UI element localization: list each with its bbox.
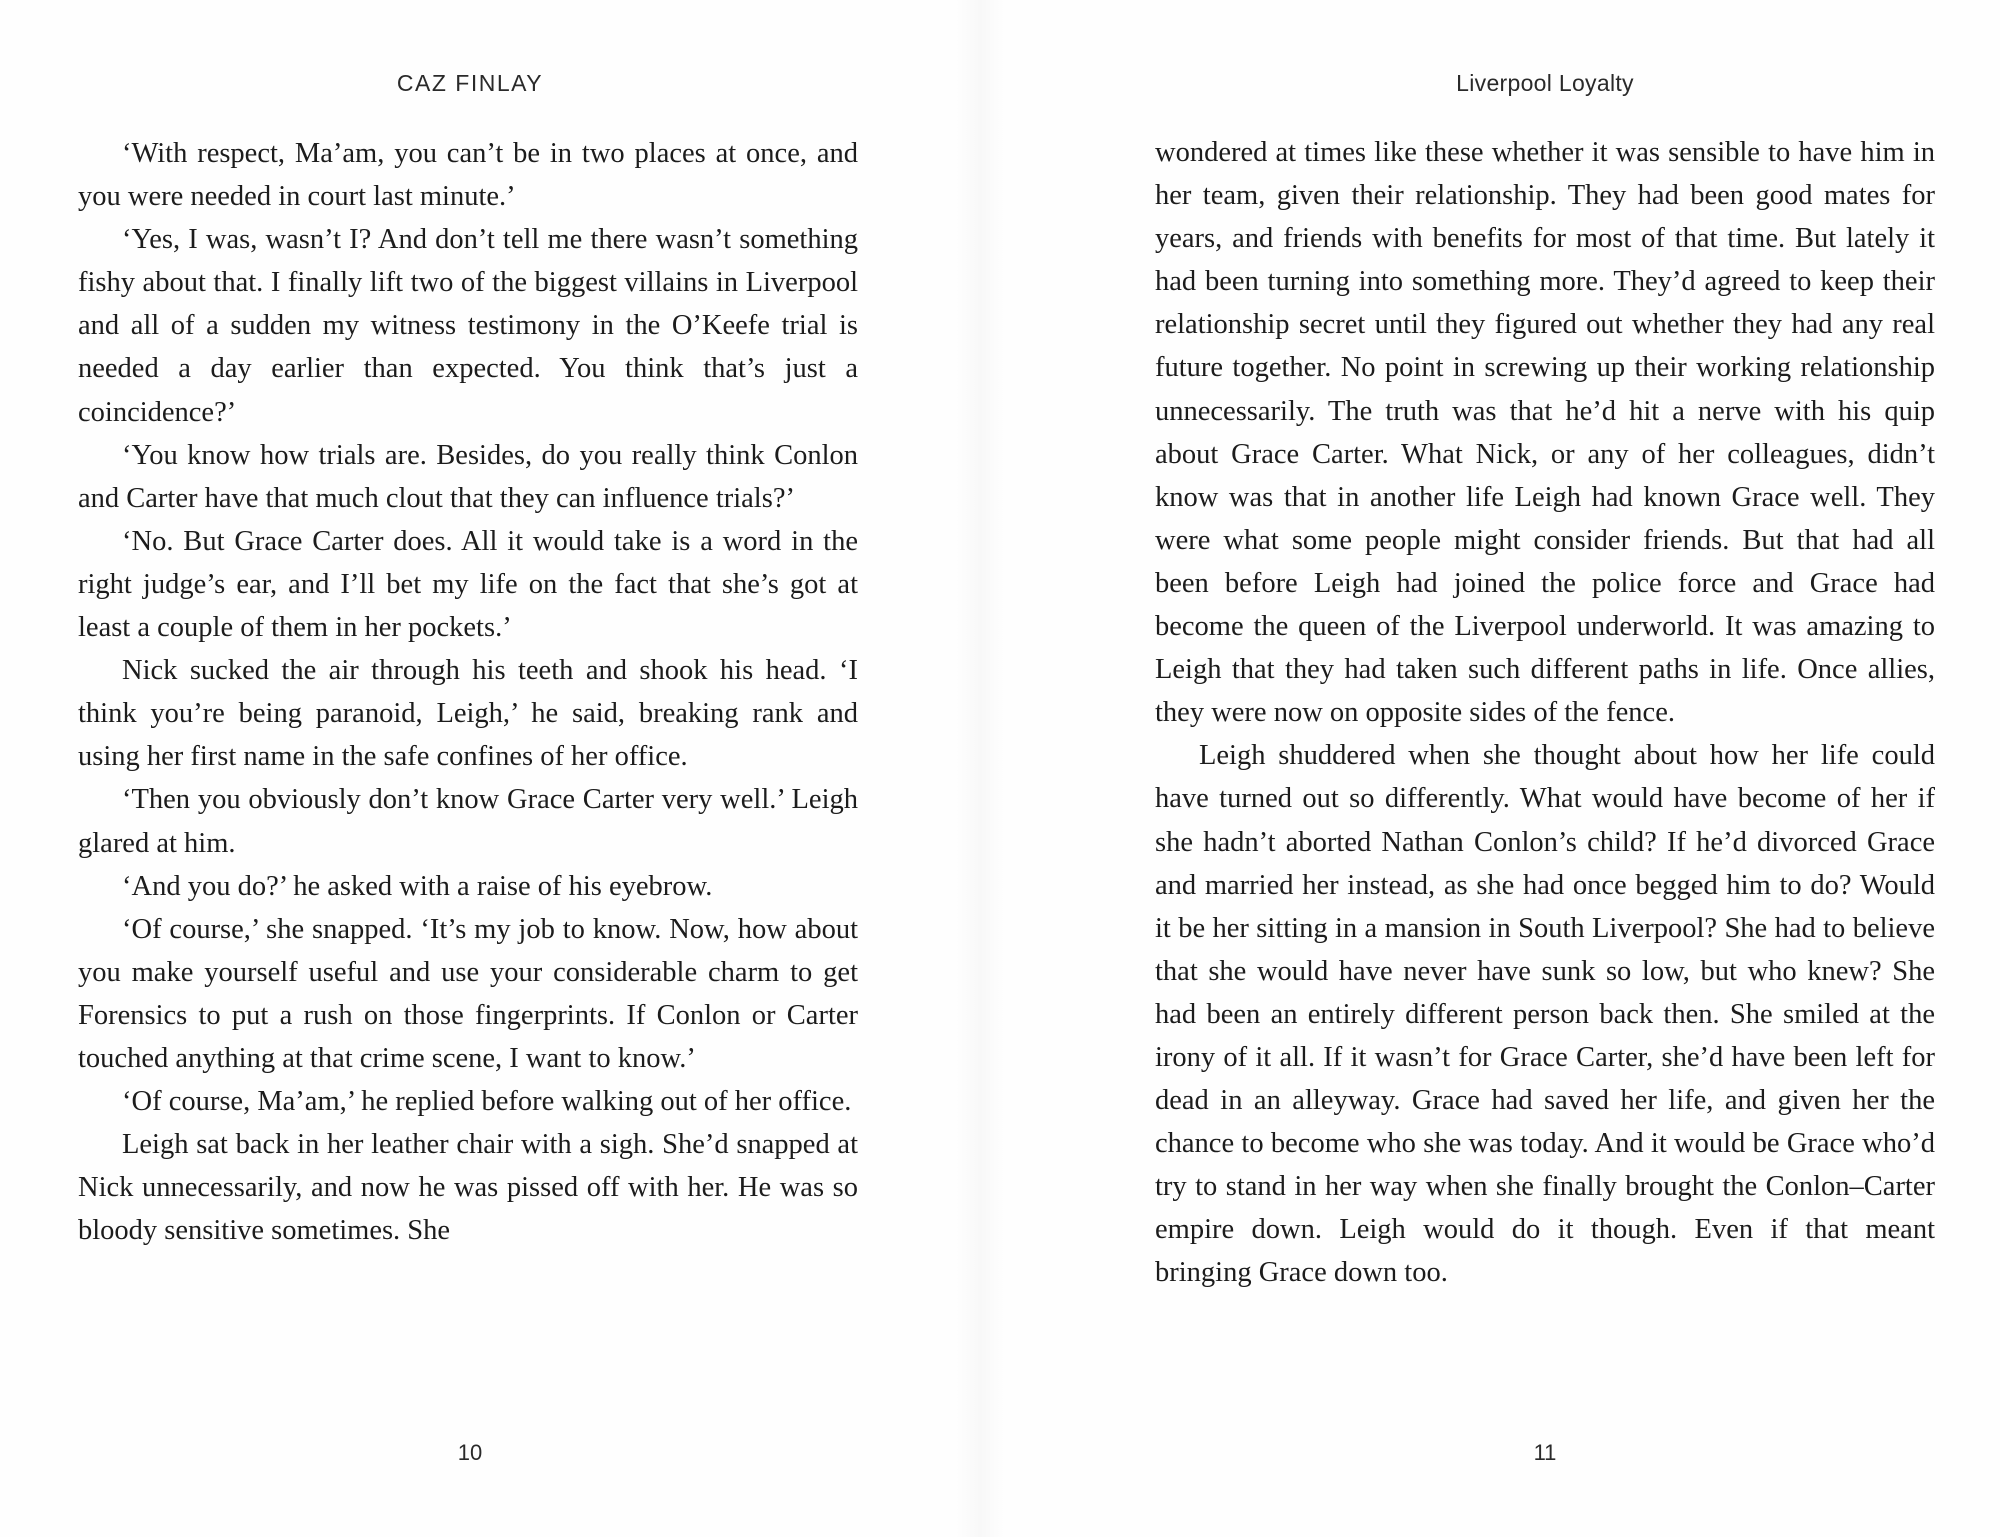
page-number: 11 — [1533, 1440, 1557, 1465]
paragraph: ‘And you do?’ he asked with a raise of his eyebrow. — [122, 870, 713, 902]
gutter-shadow — [955, 0, 1005, 1537]
paragraph: ‘You know how trials are. Besides, do you really think Conlon and Carter have that much clout that they can influence trials?’ — [78, 439, 858, 514]
paragraph: ‘Of course,’ she snapped. ‘It’s my job to know. Now, how about you make yourself useful and use your considerable charm to get Forensics to put a rush on those fingerprints. If Conlon or Carter touched anything at that crime scene, I want to know.’ — [78, 913, 858, 1074]
paragraph: Leigh sat back in her leather chair with a sigh. She’d snapped at Nick unnecessarily, and now he was pissed off with her. He was so bloody sensitive sometimes. She — [78, 1129, 858, 1247]
left-page-body — [78, 132, 858, 1252]
running-head-title: Liverpool Loyalty — [1456, 70, 1634, 96]
paragraph: ‘Then you obviously don’t know Grace Carter very well.’ Leigh glared at him. — [78, 784, 858, 859]
right-page-body — [1155, 131, 1935, 1295]
left-page — [0, 0, 960, 1537]
right-page — [1000, 0, 2000, 1537]
running-head-author: CAZ FINLAY — [396, 70, 544, 96]
paragraph: ‘With respect, Ma’am, you can’t be in two places at once, and you were needed in court last minute.’ — [78, 138, 858, 213]
paragraph: ‘No. But Grace Carter does. All it would take is a word in the right judge’s ear, and I’ll bet my life on the fact that she’s got at least a couple of them in her pockets.’ — [78, 525, 858, 644]
paragraph: wondered at times like these whether it was sensible to have him in her team, given their relationship. They had been good mates for years, and friends with benefits for most of that time. But lately it had been turning into something more. They’d agreed to keep their relationship secret until they figured out whether they had any real future together. No point in screwing up their working relationship unnecessarily. The truth was that he’d hit a nerve with his quip about Grace Carter. What Nick, or any of her colleagues, didn’t know was that in another life Leigh had known Grace well. They were what some people might consider friends. But that had all been before Leigh had joined the police force and Grace had become the queen of the Liverpool underworld. It was amazing to Leigh that they had taken such different paths in life. Once allies, they were now on opposite sides of the fence. — [1155, 137, 1935, 729]
paragraph: Nick sucked the air through his teeth and shook his head. ‘I think you’re being paranoid, Leigh,’ he said, breaking rank and using her first name in the safe confines of her office. — [78, 655, 858, 773]
paragraph: ‘Yes, I was, wasn’t I? And don’t tell me there wasn’t something fishy about that. I finally lift two of the biggest villains in Liverpool and all of a sudden my witness testimony in the O’Keefe trial is needed a day earlier than expected. You think that’s just a coincidence?’ — [78, 224, 858, 428]
page-number: 10 — [457, 1440, 483, 1465]
paragraph: ‘Of course, Ma’am,’ he replied before walking out of her office. — [122, 1086, 852, 1118]
paragraph: Leigh shuddered when she thought about how her life could have turned out so differently. What would have become of her if she hadn’t aborted Nathan Conlon’s child? If he’d divorced Grace and married her instead, as she had once begged him to do? Would it be her sitting in a mansion in South Liverpool? She had to believe that she would have never have sunk so low, but who knew? She had been an entirely different person back then. She smiled at the irony of it all. If it wasn’t for Grace Carter, she’d have been left for dead in an alleyway. Grace had saved her life, and given her the chance to become who she was today. And it would be Grace who’d try to stand in her way when she finally brought the Conlon–Carter empire down. Leigh would do it though. Even if that meant bringing Grace down too. — [1155, 740, 1935, 1289]
